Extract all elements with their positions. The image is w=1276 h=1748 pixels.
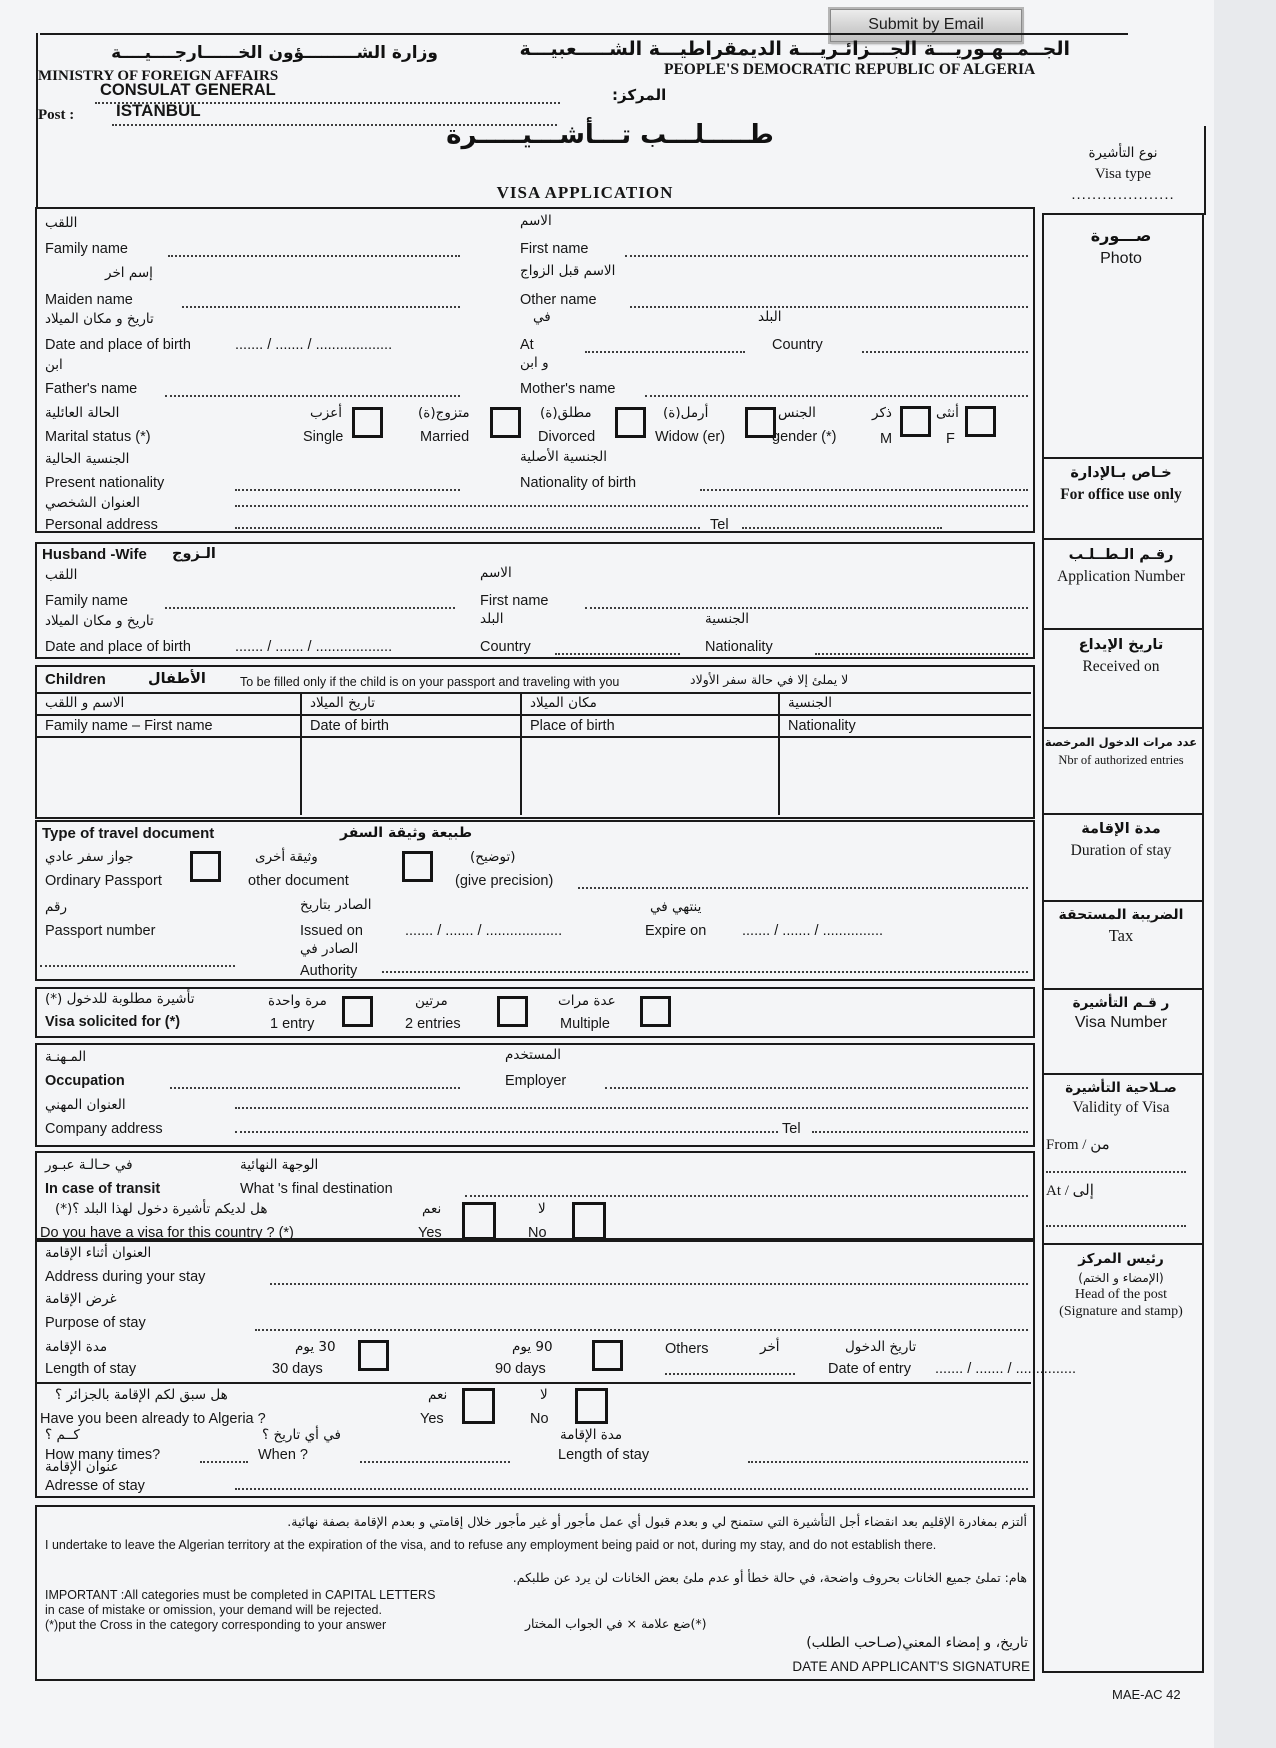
signature-label-ar: تاريخ، و إمضاء المعني(صـاحب الطلب) bbox=[806, 1635, 1028, 1651]
days90-checkbox[interactable] bbox=[592, 1340, 623, 1371]
transit-yes-checkbox[interactable] bbox=[462, 1202, 496, 1240]
stay-address-label: Address during your stay bbox=[45, 1269, 206, 1285]
birth-at-field[interactable] bbox=[585, 338, 745, 353]
first-name-label: First name bbox=[520, 241, 589, 257]
ordinary-passport-label-ar: جواز سفر عادي bbox=[45, 849, 134, 865]
republic-title-arabic: الجــمــهـوريـــة الجـــزائـريـــة الديمقراطيـــة الشـــــعبيـــة bbox=[519, 38, 1070, 60]
spouse-birth-label-ar: تاريخ و مكان الميلاد bbox=[45, 613, 154, 629]
mother-name-label: Mother's name bbox=[520, 381, 616, 397]
received-on-label-ar: تاريخ الإيداع bbox=[1078, 637, 1164, 653]
female-label-ar: أنثى bbox=[936, 405, 959, 421]
transit-no-label-ar: لا bbox=[538, 1201, 546, 1217]
how-many-times-label: How many times? bbox=[45, 1447, 161, 1463]
employer-label: Employer bbox=[505, 1073, 567, 1089]
children-note: To be filled only if the child is on your passport and traveling with you bbox=[240, 675, 620, 689]
spouse-nationality-field[interactable] bbox=[815, 640, 1028, 655]
transit-yes-label-ar: نعم bbox=[422, 1201, 442, 1217]
transit-visa-question: Do you have a visa for this country ? (*) bbox=[40, 1225, 294, 1241]
children-divider-1 bbox=[300, 692, 302, 815]
been-yes-checkbox[interactable] bbox=[462, 1388, 495, 1424]
ordinary-passport-checkbox[interactable] bbox=[190, 851, 221, 882]
form-title-arabic: طـــــلـــب تـــأشـــيـــــرة bbox=[446, 120, 774, 150]
purpose-field[interactable] bbox=[255, 1316, 1028, 1331]
validity-at-label: At / إلى bbox=[1046, 1183, 1094, 1199]
precision-label: (give precision) bbox=[455, 873, 554, 889]
personal-address-field-2[interactable] bbox=[235, 514, 700, 529]
children-mid-rule bbox=[35, 714, 1031, 716]
married-label: Married bbox=[420, 429, 470, 445]
previous-length-label-ar: مدة الإقامة bbox=[560, 1427, 623, 1443]
transit-label: In case of transit bbox=[45, 1181, 161, 1197]
birth-date-place-label-ar: تاريخ و مكان الميلاد bbox=[45, 311, 154, 327]
stay-divider-rule bbox=[35, 1382, 1031, 1384]
birth-country-field[interactable] bbox=[862, 338, 1028, 353]
male-label-ar: ذكر bbox=[872, 405, 892, 421]
duration-label: Duration of stay bbox=[1070, 842, 1172, 859]
spouse-country-label-ar: البلد bbox=[480, 611, 504, 627]
sidebar-rule-6 bbox=[1042, 900, 1202, 902]
days30-label: 30 days bbox=[272, 1361, 323, 1377]
children-title: Children bbox=[45, 671, 106, 688]
validity-label: Validity of Visa bbox=[1072, 1099, 1170, 1116]
duration-label-ar: مدة الإقامة bbox=[1081, 821, 1161, 837]
issued-on-label-ar: الصادر بتاريخ bbox=[300, 897, 372, 913]
office-use-label: For office use only bbox=[1060, 486, 1182, 503]
married-label-ar: متزوج(ة) bbox=[418, 405, 470, 421]
spouse-first-name-field[interactable] bbox=[585, 594, 1028, 609]
widow-label-ar: أرمل(ة) bbox=[663, 405, 709, 421]
ordinary-passport-label: Ordinary Passport bbox=[45, 873, 162, 889]
spouse-birth-field[interactable]: ....... / ....... / ................... bbox=[235, 639, 393, 655]
authority-label-ar: الصادر في bbox=[300, 941, 359, 957]
post-label: Post : bbox=[38, 107, 75, 123]
present-nationality-label: Present nationality bbox=[45, 475, 165, 491]
passport-number-label: Passport number bbox=[45, 923, 156, 939]
date-of-entry-field[interactable]: ....... / ....... / ............... bbox=[935, 1361, 1076, 1377]
validity-from-field[interactable] bbox=[1046, 1158, 1186, 1173]
validity-at-field[interactable] bbox=[1046, 1212, 1186, 1227]
cross-instruction: (*)put the Cross in the category corresponding to your answer bbox=[45, 1618, 387, 1632]
authority-field[interactable] bbox=[382, 958, 1028, 973]
company-tel-label: Tel bbox=[782, 1121, 801, 1137]
birth-nationality-field[interactable] bbox=[700, 476, 1028, 491]
purpose-label: Purpose of stay bbox=[45, 1315, 146, 1331]
post-value: ISTANBUL bbox=[116, 101, 201, 120]
children-title-ar: الأطفال bbox=[148, 671, 206, 687]
gender-label: gender (*) bbox=[772, 429, 837, 445]
purpose-label-ar: غرض الإقامة bbox=[45, 1291, 117, 1307]
company-tel-field[interactable] bbox=[812, 1118, 1028, 1133]
application-number-label: Application Number bbox=[1057, 568, 1185, 585]
scanner-margin bbox=[1214, 0, 1276, 1748]
sidebar-rule-3 bbox=[1042, 628, 1202, 630]
personal-address-label: Personal address bbox=[45, 517, 158, 533]
expire-on-field[interactable]: ....... / ....... / ............... bbox=[742, 923, 883, 939]
undertake-text: I undertake to leave the Algerian territory at the expiration of the visa, and to refuse any employment being paid or not, during my stay, and do not establish there. bbox=[45, 1538, 937, 1552]
birth-at-label: At bbox=[520, 337, 534, 353]
been-no-checkbox[interactable] bbox=[575, 1388, 608, 1424]
final-destination-label-ar: الوجهة النهائية bbox=[240, 1157, 319, 1173]
company-address-label-ar: العنوان المهني bbox=[45, 1097, 126, 1113]
others-label: Others bbox=[665, 1341, 709, 1357]
issued-on-field[interactable]: ....... / ....... / ................... bbox=[405, 923, 563, 939]
issued-on-label: Issued on bbox=[300, 923, 363, 939]
consulate-value: CONSULAT GENERAL bbox=[100, 81, 276, 99]
maiden-name-label: Maiden name bbox=[45, 292, 133, 308]
birth-country-label: Country bbox=[772, 337, 823, 353]
children-col-name-ar: الاسم و اللقب bbox=[45, 695, 125, 711]
days30-checkbox[interactable] bbox=[358, 1340, 389, 1371]
length-of-stay-label-ar: مدة الإقامة bbox=[45, 1339, 108, 1355]
other-document-label: other document bbox=[248, 873, 349, 889]
birth-date-field[interactable]: ....... / ....... / ................... bbox=[235, 337, 393, 353]
male-checkbox[interactable] bbox=[900, 406, 931, 437]
signature-label: DATE AND APPLICANT'S SIGNATURE bbox=[792, 1659, 1030, 1674]
passport-number-field[interactable] bbox=[40, 952, 235, 967]
tax-label: Tax bbox=[1108, 926, 1134, 945]
how-many-times-field[interactable] bbox=[200, 1448, 248, 1463]
authorized-entries-label-ar: عدد مرات الدخول المرخصة bbox=[1044, 735, 1198, 749]
been-no-label-ar: لا bbox=[540, 1387, 548, 1403]
head-of-post-label-ar2: (الإمضاء و الختم) bbox=[1078, 1271, 1164, 1285]
birth-country-label-ar: البلد bbox=[758, 309, 782, 325]
how-many-times-label-ar: كــم ؟ bbox=[45, 1427, 80, 1443]
previous-length-field[interactable] bbox=[748, 1448, 1028, 1463]
employer-label-ar: المستخدم bbox=[505, 1047, 561, 1063]
when-field[interactable] bbox=[360, 1448, 510, 1463]
spouse-country-label: Country bbox=[480, 639, 531, 655]
visa-type-label-arabic: نوع التأشيرة bbox=[1088, 145, 1158, 161]
one-entry-checkbox[interactable] bbox=[342, 996, 373, 1027]
children-col-nat-ar: الجنسية bbox=[788, 695, 833, 711]
children-divider-3 bbox=[778, 692, 780, 815]
spouse-birth-label: Date and place of birth bbox=[45, 639, 191, 655]
spouse-family-name-label-ar: اللقب bbox=[45, 567, 78, 583]
children-divider-2 bbox=[520, 692, 522, 815]
submit-by-email-button[interactable]: Submit by Email bbox=[830, 9, 1022, 42]
personal-address-field-1[interactable] bbox=[235, 492, 1028, 507]
form-title-english: VISA APPLICATION bbox=[496, 183, 674, 202]
others-field[interactable] bbox=[665, 1360, 795, 1375]
father-name-label-ar: ابن bbox=[45, 357, 63, 373]
father-name-label: Father's name bbox=[45, 381, 138, 397]
head-of-post-label-ar1: رئيس المركز bbox=[1078, 1251, 1164, 1267]
occupation-field[interactable] bbox=[170, 1074, 460, 1089]
final-destination-field[interactable] bbox=[465, 1182, 1028, 1197]
validity-from-label: From / من bbox=[1046, 1137, 1110, 1153]
divorced-label-ar: مطلق(ة) bbox=[540, 405, 592, 421]
two-entries-checkbox[interactable] bbox=[497, 996, 528, 1027]
two-entries-label: 2 entries bbox=[405, 1016, 461, 1032]
spouse-first-name-label: First name bbox=[480, 593, 549, 609]
travel-title: Type of travel document bbox=[42, 825, 215, 842]
two-entries-label-ar: مرتين bbox=[415, 993, 448, 1009]
important-text-1: IMPORTANT :All categories must be completed in CAPITAL LETTERS bbox=[45, 1588, 436, 1602]
cross-instruction-ar: (*)ضع علامة × في الجواب المختار bbox=[525, 1616, 707, 1631]
sidebar-rule-2 bbox=[1042, 538, 1202, 540]
visa-type-right-rule bbox=[1204, 126, 1206, 215]
post-label-arabic: المركز: bbox=[612, 86, 667, 104]
gender-label-ar: الجنس bbox=[778, 405, 816, 421]
multiple-label: Multiple bbox=[560, 1016, 610, 1032]
tax-label-ar: الضريبة المستحقة bbox=[1058, 907, 1184, 923]
previous-length-label: Length of stay bbox=[558, 1447, 650, 1463]
authority-label: Authority bbox=[300, 963, 358, 979]
other-document-label-ar: وثيقة أخرى bbox=[255, 849, 318, 865]
marital-status-label: Marital status (*) bbox=[45, 429, 151, 445]
occupation-label-ar: المـهنـة bbox=[45, 1049, 87, 1065]
validity-label-ar: صـلاحية التأشيرة bbox=[1065, 1080, 1177, 1096]
days90-label: 90 days bbox=[495, 1361, 546, 1377]
others-label-ar: أخر bbox=[760, 1339, 780, 1355]
ministry-title-english: MINISTRY OF FOREIGN AFFAIRS bbox=[38, 68, 279, 84]
sidebar-rule-5 bbox=[1042, 813, 1202, 815]
other-name-label-ar: الاسم قبل الزواج bbox=[520, 263, 616, 279]
stay-address-field[interactable] bbox=[270, 1270, 1028, 1285]
maiden-name-label-ar: إسم اخر bbox=[105, 265, 153, 281]
stay-address2-label: Adresse of stay bbox=[45, 1478, 145, 1494]
office-use-label-ar: خـاص بـالإدارة bbox=[1070, 465, 1172, 481]
sidebar-rule-4 bbox=[1042, 727, 1202, 729]
when-label-ar: في أي تاريخ ؟ bbox=[262, 1427, 341, 1443]
one-entry-label: 1 entry bbox=[270, 1016, 315, 1032]
transit-yes-label: Yes bbox=[418, 1225, 442, 1241]
head-of-post-label2: (Signature and stamp) bbox=[1059, 1304, 1183, 1319]
transit-visa-question-ar: هل لديكم تأشيرة دخول لهذا البلد ؟(*) bbox=[55, 1201, 268, 1217]
mother-name-label-ar: و ابن bbox=[520, 355, 549, 371]
been-no-label: No bbox=[530, 1411, 549, 1427]
visa-solicited-label: Visa solicited for (*) bbox=[45, 1014, 181, 1030]
sidebar-rule-7 bbox=[1042, 988, 1202, 990]
single-label: Single bbox=[303, 429, 344, 445]
present-nationality-label-ar: الجنسية الحالية bbox=[45, 451, 130, 467]
divorced-checkbox[interactable] bbox=[615, 407, 646, 438]
visa-type-label-english: Visa type bbox=[1094, 166, 1152, 182]
visa-type-field-dots[interactable]: .................... bbox=[1071, 186, 1175, 203]
expire-on-label: Expire on bbox=[645, 923, 707, 939]
form-code: MAE-AC 42 bbox=[1112, 1687, 1181, 1702]
birth-date-place-label: Date and place of birth bbox=[45, 337, 191, 353]
female-label: F bbox=[946, 431, 955, 447]
authorized-entries-label: Nbr of authorized entries bbox=[1058, 753, 1184, 767]
father-name-field[interactable] bbox=[165, 382, 460, 397]
passport-number-label-ar: رقم bbox=[45, 899, 67, 915]
expire-on-label-ar: ينتهي في bbox=[650, 899, 702, 915]
multiple-label-ar: عدة مرات bbox=[558, 993, 616, 1009]
page-top-rule bbox=[40, 33, 1128, 35]
employer-field[interactable] bbox=[605, 1074, 1028, 1089]
first-name-label-ar: الاسم bbox=[520, 213, 552, 229]
spouse-nationality-label-ar: الجنسية bbox=[705, 611, 750, 627]
maiden-name-field[interactable] bbox=[182, 293, 460, 308]
been-to-algeria-label-ar: هل سبق لكم الإقامة بالجزائر ؟ bbox=[55, 1387, 228, 1403]
male-label: M bbox=[880, 431, 893, 447]
children-col-name: Family name – First name bbox=[45, 718, 213, 734]
mother-name-field[interactable] bbox=[645, 382, 1028, 397]
married-checkbox[interactable] bbox=[490, 407, 521, 438]
children-col-pob-ar: مكان الميلاد bbox=[530, 695, 597, 711]
single-checkbox[interactable] bbox=[352, 407, 383, 438]
visa-solicited-label-ar: تأشيرة مطلوبة للدخول (*) bbox=[45, 991, 195, 1007]
multiple-checkbox[interactable] bbox=[640, 996, 671, 1027]
date-of-entry-label: Date of entry bbox=[828, 1361, 912, 1377]
spouse-title-ar: الـزوج bbox=[172, 546, 216, 562]
family-name-label: Family name bbox=[45, 241, 128, 257]
children-note-ar: لا يملئ إلا في حالة سفر الأولاد bbox=[690, 672, 849, 687]
transit-no-label: No bbox=[528, 1225, 547, 1241]
been-yes-label-ar: نعم bbox=[428, 1387, 448, 1403]
birth-nationality-label-ar: الجنسية الأصلية bbox=[520, 449, 607, 465]
stay-address-label-ar: العنوان أثناء الإقامة bbox=[45, 1245, 152, 1261]
visa-number-label: Visa Number bbox=[1074, 1014, 1168, 1031]
date-of-entry-label-ar: تاريخ الدخول bbox=[845, 1339, 917, 1355]
sidebar-rule-9 bbox=[1042, 1243, 1202, 1245]
spouse-title: Husband -Wife bbox=[42, 546, 147, 563]
ministry-title-arabic: وزارة الشـــــــــؤون الخــــــارجــــيــــة bbox=[111, 43, 438, 63]
length-of-stay-label: Length of stay bbox=[45, 1361, 137, 1377]
company-address-label: Company address bbox=[45, 1121, 163, 1137]
personal-tel-field[interactable] bbox=[742, 514, 942, 529]
spouse-nationality-label: Nationality bbox=[705, 639, 773, 655]
travel-title-ar: طبيعة وثيقة السفر bbox=[340, 825, 473, 841]
important-text-2: in case of mistake or omission, your demand will be rejected. bbox=[45, 1603, 382, 1617]
spouse-family-name-label: Family name bbox=[45, 593, 128, 609]
stay-address2-field[interactable] bbox=[235, 1475, 1028, 1490]
personal-tel-label: Tel bbox=[710, 517, 729, 533]
been-yes-label: Yes bbox=[420, 1411, 444, 1427]
children-col-nat: Nationality bbox=[788, 718, 856, 734]
widow-label: Widow (er) bbox=[655, 429, 726, 445]
application-number-label-ar: رقـم الـطــلـب bbox=[1068, 547, 1174, 563]
days90-label-ar: 90 يوم bbox=[512, 1339, 553, 1355]
undertake-text-ar: ألتزم بمغادرة الإقليم بعد انقضاء أجل التأشيرة التي ستمنح لي و بعدم قبول أي عمل مأجور أو غير مأجور خلال إقامتي و بعدم الإقامة بصفة نهائية. bbox=[287, 1514, 1027, 1529]
other-document-checkbox[interactable] bbox=[402, 851, 433, 882]
other-name-label: Other name bbox=[520, 292, 597, 308]
visa-number-label-ar: ر قـم التأشيرة bbox=[1072, 995, 1170, 1011]
other-name-field[interactable] bbox=[630, 293, 1028, 308]
precision-label-ar: (توضيح) bbox=[470, 849, 516, 865]
sidebar-rule-8 bbox=[1042, 1073, 1202, 1075]
children-row-rule bbox=[35, 736, 1031, 738]
marital-status-label-ar: الحالة العائلية bbox=[45, 405, 120, 421]
family-name-label-ar: اللقب bbox=[45, 215, 78, 231]
family-name-field[interactable] bbox=[168, 242, 460, 257]
days30-label-ar: 30 يوم bbox=[295, 1339, 336, 1355]
when-label: When ? bbox=[258, 1447, 308, 1463]
stay-address2-label-ar: عنوان الإقامة bbox=[45, 1459, 119, 1475]
final-destination-label: What 's final destination bbox=[240, 1181, 393, 1197]
children-col-dob: Date of birth bbox=[310, 718, 389, 734]
spouse-country-field[interactable] bbox=[555, 640, 680, 655]
personal-address-label-ar: العنوان الشخصي bbox=[45, 495, 140, 511]
children-col-pob: Place of birth bbox=[530, 718, 615, 734]
republic-title-english: PEOPLE'S DEMOCRATIC REPUBLIC OF ALGERIA bbox=[664, 61, 1036, 78]
head-of-post-label: Head of the post bbox=[1074, 1287, 1168, 1302]
occupation-label: Occupation bbox=[45, 1073, 125, 1089]
company-address-field-2[interactable] bbox=[235, 1118, 778, 1133]
photo-label-ar: صـــورة bbox=[1090, 226, 1152, 245]
photo-label: Photo bbox=[1100, 250, 1142, 267]
precision-field[interactable] bbox=[578, 874, 1028, 889]
one-entry-label-ar: مرة واحدة bbox=[268, 993, 327, 1009]
sidebar-rule-1 bbox=[1042, 457, 1202, 459]
transit-label-ar: في حـالـة عبـور bbox=[45, 1157, 133, 1173]
important-text-ar: هام: تملئ جميع الخانات بحروف واضحة، في حالة خطأ أو عدم ملئ بعض الخانات لن يرد عن طلبكم. bbox=[512, 1570, 1027, 1585]
been-to-algeria-label: Have you been already to Algeria ? bbox=[40, 1411, 266, 1427]
spouse-family-name-field[interactable] bbox=[165, 594, 455, 609]
received-on-label: Received on bbox=[1082, 658, 1160, 675]
divorced-label: Divorced bbox=[538, 429, 596, 445]
present-nationality-field[interactable] bbox=[235, 476, 460, 491]
birth-at-label-ar: في bbox=[533, 309, 551, 325]
first-name-field[interactable] bbox=[625, 242, 1028, 257]
transit-no-checkbox[interactable] bbox=[572, 1202, 606, 1240]
spouse-first-name-label-ar: الاسم bbox=[480, 565, 512, 581]
company-address-field-1[interactable] bbox=[235, 1094, 1028, 1109]
children-col-dob-ar: تاريخ الميلاد bbox=[310, 695, 375, 711]
single-label-ar: أعزب bbox=[310, 405, 342, 421]
birth-nationality-label: Nationality of birth bbox=[520, 475, 637, 491]
female-checkbox[interactable] bbox=[965, 406, 996, 437]
